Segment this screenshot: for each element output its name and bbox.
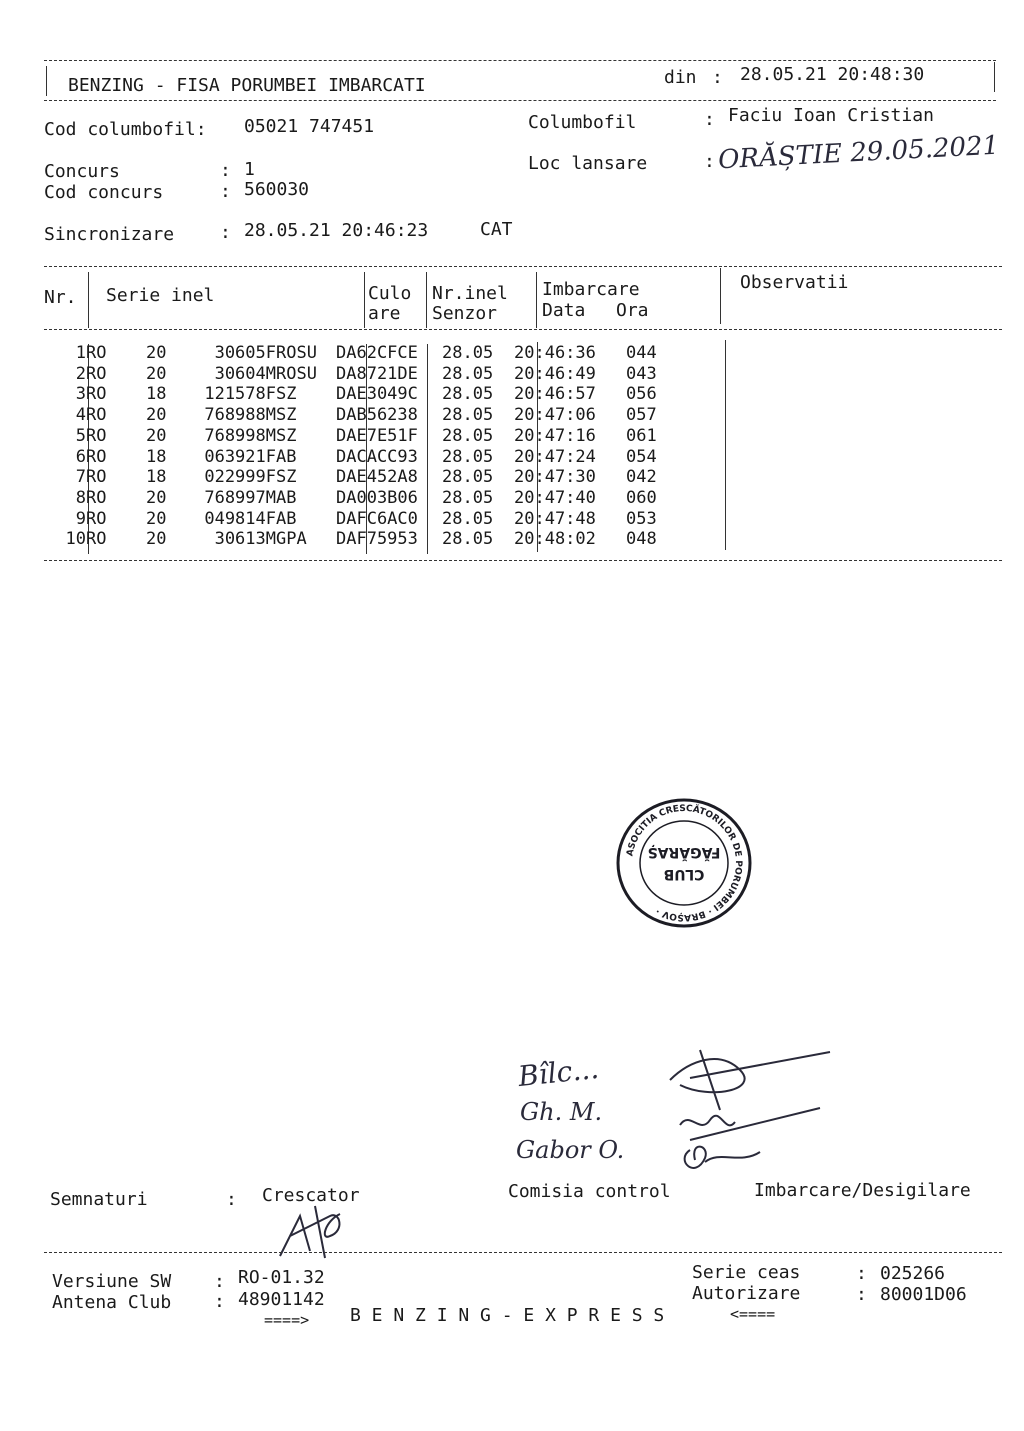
- row-date: 28.05: [442, 384, 494, 405]
- loc-lansare-colon: :: [704, 151, 715, 172]
- row-color: AB: [276, 487, 297, 508]
- cod-concurs-colon: :: [220, 181, 231, 202]
- row-country: RO: [86, 405, 107, 426]
- row-year: 20: [146, 487, 167, 508]
- sincronizare-colon: :: [220, 222, 231, 243]
- autorizare-label: Autorizare: [692, 1283, 801, 1304]
- loc-lansare-label: Loc lansare: [528, 153, 648, 174]
- row-nr: 4: [75, 405, 86, 426]
- signature-name-2: Gh. M.: [520, 1098, 603, 1126]
- row-year: 20: [146, 405, 167, 426]
- table-row: [42, 426, 686, 447]
- serie-ceas-label: Serie ceas: [692, 1262, 801, 1283]
- cod-columbofil-value: 05021 747451: [244, 116, 375, 137]
- row-ring: 30604M: [214, 363, 276, 384]
- signature-name-3: Gabor O.: [516, 1136, 625, 1164]
- imbarcare-desigilare-label: Imbarcare/Desigilare: [754, 1180, 971, 1201]
- row-country: RO: [86, 425, 107, 446]
- row-country: RO: [86, 384, 107, 405]
- row-sensor: DAE3049C: [336, 384, 418, 405]
- header-date-colon: :: [712, 67, 723, 88]
- row-time: 20:47:48: [514, 508, 596, 529]
- concurs-value: 1: [244, 159, 255, 180]
- row-obs: 060: [626, 487, 657, 508]
- row-ring: 022999F: [204, 467, 276, 488]
- row-color: SZ: [276, 467, 297, 488]
- row-date: 28.05: [442, 487, 494, 508]
- table-row: [42, 467, 686, 488]
- row-sensor: DAE452A8: [336, 467, 418, 488]
- row-color: AB: [276, 508, 297, 529]
- row-div-imbarcare: [725, 340, 726, 550]
- row-country: RO: [86, 508, 107, 529]
- signature-scribbles: [650, 1040, 850, 1180]
- row-ring: 768988M: [204, 405, 276, 426]
- header-bottom-rule: [44, 100, 996, 101]
- semnaturi-colon: :: [226, 1189, 237, 1210]
- svg-text:FĂGĂRAȘ: FĂGĂRAȘ: [647, 844, 721, 860]
- row-color: SZ: [276, 384, 297, 405]
- row-ring: 121578F: [204, 384, 276, 405]
- col-div-senzor: [536, 272, 537, 328]
- header-nr: Nr.: [44, 287, 77, 308]
- svg-text:ASOCITIA CRESCĂTORILOR DE PORU: ASOCITIA CRESCĂTORILOR DE PORUMBEI · BRAȘOV ·: [625, 803, 744, 923]
- row-nr: 1: [75, 343, 86, 363]
- table-row: [42, 343, 686, 364]
- row-time: 20:46:36: [514, 343, 596, 363]
- row-country: RO: [86, 487, 107, 508]
- serie-ceas-colon: :: [856, 1263, 867, 1284]
- header-top-rule: [44, 60, 996, 61]
- cod-concurs-value: 560030: [244, 179, 310, 200]
- versiune-sw-label: Versiune SW: [52, 1271, 172, 1292]
- row-country: RO: [86, 446, 107, 467]
- sincronizare-value: 28.05.21 20:46:23: [244, 220, 429, 241]
- row-ring: 30613M: [214, 529, 276, 550]
- semnaturi-label: Semnaturi: [50, 1189, 148, 1210]
- row-time: 20:47:40: [514, 487, 596, 508]
- row-date: 28.05: [442, 425, 494, 446]
- row-year: 20: [146, 529, 167, 550]
- row-date: 28.05: [442, 343, 494, 363]
- header-observatii: Observatii: [740, 272, 849, 293]
- row-country: RO: [86, 363, 107, 384]
- row-obs: 054: [626, 446, 657, 467]
- footer-rule: [44, 1252, 1002, 1253]
- header-serie-inel: Serie inel: [106, 285, 215, 306]
- row-year: 18: [146, 384, 167, 405]
- columbofil-value: Faciu Ioan Cristian: [728, 105, 934, 126]
- row-sensor: DACACC93: [336, 446, 418, 467]
- row-time: 20:47:24: [514, 446, 596, 467]
- header-culoare-2: are: [368, 303, 401, 324]
- row-date: 28.05: [442, 446, 494, 467]
- col-div-nr: [88, 272, 89, 328]
- row-year: 20: [146, 425, 167, 446]
- row-sensor: DAB56238: [336, 405, 418, 426]
- row-year: 20: [146, 363, 167, 384]
- row-sensor: DA62CFCE: [336, 343, 418, 363]
- row-ring: 049814F: [204, 508, 276, 529]
- row-sensor: DA003B06: [336, 487, 418, 508]
- col-div-culoare: [426, 272, 427, 328]
- row-color: ROSU: [276, 343, 317, 363]
- row-time: 20:47:16: [514, 425, 596, 446]
- row-nr: 2: [75, 363, 86, 384]
- row-nr: 9: [75, 508, 86, 529]
- row-nr: 5: [75, 425, 86, 446]
- col-div-serie: [364, 272, 365, 328]
- versiune-sw-colon: :: [214, 1271, 225, 1292]
- row-obs: 048: [626, 529, 657, 550]
- row-sensor: DAF75953: [336, 529, 418, 550]
- row-time: 20:46:57: [514, 384, 596, 405]
- brand-name: B E N Z I N G - E X P R E S S: [350, 1305, 665, 1326]
- header-culoare-1: Culo: [368, 283, 412, 304]
- autorizare-value: 80001D06: [880, 1284, 967, 1305]
- row-color: GPA: [276, 529, 307, 550]
- row-color: SZ: [276, 425, 297, 446]
- row-date: 28.05: [442, 529, 494, 550]
- table-row: [42, 405, 686, 426]
- row-obs: 056: [626, 384, 657, 405]
- row-year: 18: [146, 446, 167, 467]
- row-color: ROSU: [276, 363, 317, 384]
- header-ora: Ora: [616, 300, 649, 321]
- row-country: RO: [86, 343, 107, 363]
- table-row: [42, 488, 686, 509]
- versiune-sw-value: RO-01.32: [238, 1267, 325, 1288]
- comisia-control-label: Comisia control: [508, 1181, 671, 1202]
- columbofil-label: Columbofil: [528, 112, 637, 133]
- row-nr: 3: [75, 384, 86, 405]
- row-obs: 061: [626, 425, 657, 446]
- row-obs: 057: [626, 405, 657, 426]
- concurs-colon: :: [220, 160, 231, 181]
- header-right-border: [994, 62, 995, 92]
- cod-concurs-label: Cod concurs: [44, 182, 164, 203]
- col-div-imbarcare: [720, 268, 721, 324]
- row-nr: 10: [65, 529, 86, 550]
- table-bottom-rule: [44, 560, 1002, 561]
- row-sensor: DAFC6AC0: [336, 508, 418, 529]
- sincronizare-label: Sincronizare: [44, 224, 175, 245]
- row-color: AB: [276, 446, 297, 467]
- row-ring: 30605F: [214, 343, 276, 363]
- serie-ceas-value: 025266: [880, 1263, 946, 1284]
- row-country: RO: [86, 529, 107, 550]
- row-ring: 768998M: [204, 425, 276, 446]
- row-sensor: DAE7E51F: [336, 425, 418, 446]
- table-row: [42, 364, 686, 385]
- columbofil-colon: :: [704, 109, 715, 130]
- header-left-border: [46, 66, 47, 96]
- row-time: 20:48:02: [514, 529, 596, 550]
- table-row: [42, 509, 686, 530]
- table-row: [42, 529, 686, 550]
- row-year: 20: [146, 508, 167, 529]
- antena-club-value: 48901142: [238, 1289, 325, 1310]
- table-header-rule: [44, 329, 1002, 330]
- row-ring: 768997M: [204, 487, 276, 508]
- row-year: 18: [146, 467, 167, 488]
- antena-club-label: Antena Club: [52, 1292, 172, 1313]
- autorizare-colon: :: [856, 1284, 867, 1305]
- loc-lansare-handwritten: ORĂȘTIE 29.05.2021: [717, 130, 1000, 176]
- table-row: [42, 384, 686, 405]
- row-ring: 063921F: [204, 446, 276, 467]
- signature-name-1: Bîlc...: [516, 1051, 601, 1094]
- brand-arrow-left: ====>: [264, 1311, 310, 1329]
- row-obs: 042: [626, 467, 657, 488]
- row-date: 28.05: [442, 363, 494, 384]
- sincronizare-zone: CAT: [480, 219, 513, 240]
- row-time: 20:46:49: [514, 363, 596, 384]
- crescator-label: Crescator: [262, 1185, 360, 1206]
- row-time: 20:47:30: [514, 467, 596, 488]
- brand-arrow-right: <====: [730, 1305, 776, 1323]
- document-title: BENZING - FISA PORUMBEI IMBARCATI: [68, 75, 426, 96]
- table-top-rule: [44, 266, 1002, 267]
- row-obs: 053: [626, 508, 657, 529]
- row-color: SZ: [276, 405, 297, 426]
- row-nr: 6: [75, 446, 86, 467]
- row-sensor: DA8721DE: [336, 363, 418, 384]
- header-date-label: din: [664, 67, 697, 88]
- club-stamp: [614, 796, 754, 930]
- row-date: 28.05: [442, 467, 494, 488]
- header-nr-inel-2: Senzor: [432, 303, 498, 324]
- header-nr-inel-1: Nr.inel: [432, 283, 508, 304]
- row-country: RO: [86, 467, 107, 488]
- row-time: 20:47:06: [514, 405, 596, 426]
- row-year: 20: [146, 343, 167, 363]
- row-obs: 043: [626, 363, 657, 384]
- row-date: 28.05: [442, 405, 494, 426]
- table-row: [42, 447, 686, 468]
- row-obs: 044: [626, 343, 657, 363]
- antena-club-colon: :: [214, 1291, 225, 1312]
- cod-columbofil-label: Cod columbofil:: [44, 119, 207, 140]
- header-date-value: 28.05.21 20:48:30: [740, 64, 925, 85]
- pigeon-table: [42, 343, 686, 550]
- concurs-label: Concurs: [44, 161, 120, 182]
- header-imbarcare: Imbarcare: [542, 279, 640, 300]
- svg-text:CLUB: CLUB: [663, 866, 705, 882]
- row-nr: 8: [75, 487, 86, 508]
- header-data: Data: [542, 300, 586, 321]
- crescator-signature: [270, 1196, 360, 1266]
- row-nr: 7: [75, 467, 86, 488]
- row-date: 28.05: [442, 508, 494, 529]
